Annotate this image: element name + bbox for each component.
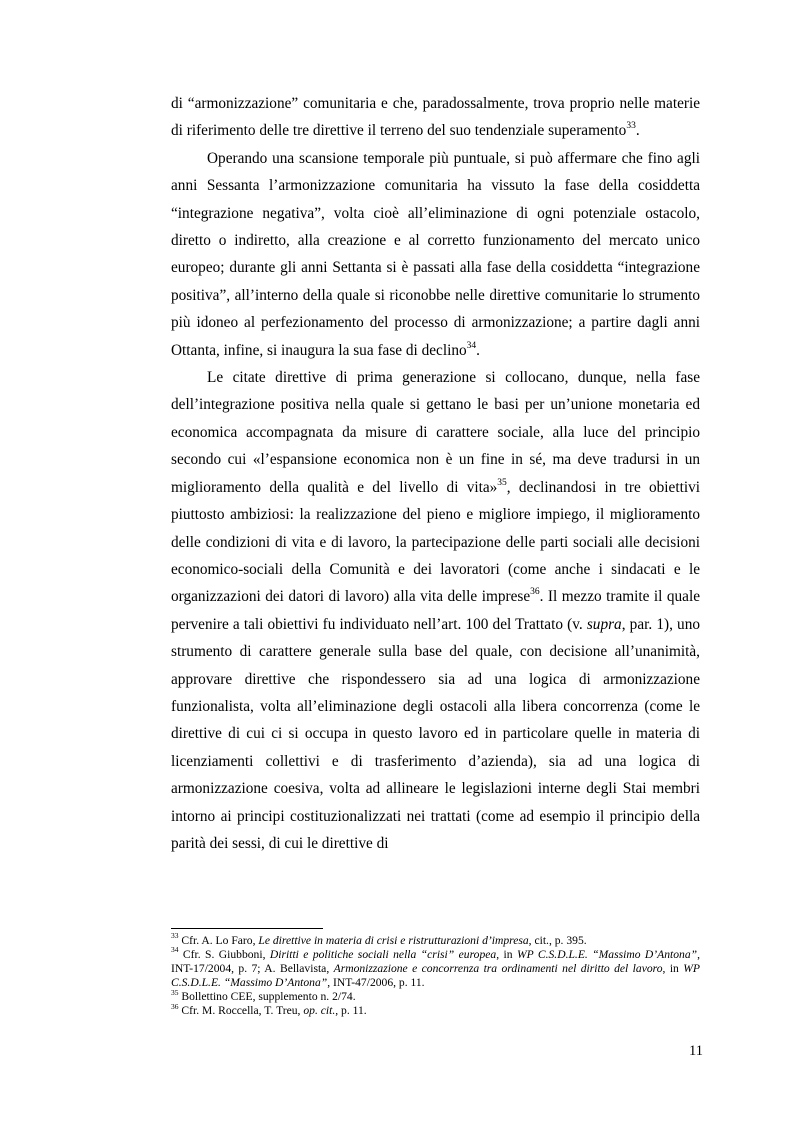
text-run: .	[476, 341, 480, 359]
footnote-number: 36	[171, 1001, 179, 1011]
footnote-34	[171, 945, 701, 990]
italic-text: WP C.S.D.L.E. “Massimo D’Antona”	[516, 948, 698, 962]
paragraph-3	[171, 364, 700, 857]
italic-text: WP C.S.D.L.E. “Massimo D’Antona”	[171, 962, 700, 990]
paragraph-1	[171, 90, 700, 145]
text-run: , declinandosi in tre obiettivi piuttosto ambiziosi: la realizzazione del pieno e migliore impiego, il miglioramento delle condizioni di vita e di lavoro, la partecipazione delle parti sociali alle decisioni economico-sociali della Comunità e dei lavoratori (come anche i sindacati e le organizzazioni dei datori di lavoro) alla vita delle imprese	[171, 478, 700, 606]
text-run: .	[635, 122, 640, 140]
footnote-36	[171, 1001, 700, 1018]
footnote-separator	[171, 928, 323, 929]
text-run: . Il mezzo tramite il quale pervenire a tali obiettivi fu individuato nell’art. 100 del Trattato (v.	[171, 588, 700, 633]
footnote-35	[171, 987, 700, 1004]
paragraph-2	[171, 145, 700, 364]
text-run: Cfr. A. Lo Faro,	[178, 934, 259, 947]
text-run: , cit., p. 395.	[528, 934, 587, 947]
italic-text: Armonizzazione e concorrenza tra ordinamenti nel diritto del lavoro	[333, 962, 663, 976]
footnote-number: 35	[171, 987, 179, 997]
italic-text: op. cit.	[303, 1004, 336, 1018]
text-run: , p. 11.	[335, 1004, 367, 1018]
footnote-number: 33	[171, 931, 179, 941]
text-run: di “armonizzazione” comunitaria e che, paradossalmente, trova proprio nelle materie di riferimento delle tre direttive il terreno del suo tendenziale superamento	[171, 95, 700, 140]
text-run: , in	[496, 948, 517, 962]
body-text	[171, 90, 700, 857]
text-run: , par. 1), uno strumento di carattere generale sulla base del quale, con decisione all’unanimità, approvare direttive che rispondessero sia ad una logica di armonizzazione funzionalista, volta all’eliminazione degli ostacoli alla libera concorrenza (come le direttive di cui ci si occupa in questo lavoro ed in particolare quelle in materia di licenziamenti collettivi e di trasferimento d’azienda), sia ad una logica di armonizzazione coesiva, volta ad allineare le legislazioni interne degli Stai membri intorno ai principi costituzionalizzati nei trattati (come ad esempio il principio della parità dei sessi, di cui le direttive di	[171, 615, 700, 852]
text-run: Operando una scansione temporale più puntuale, si può affermare che fino agli anni Sessanta l’armonizzazione comunitaria ha vissuto la fase della cosiddetta “integrazione negativa”, volta cioè all’eliminazione di ogni potenziale ostacolo, diretto o indiretto, alla creazione e al corretto funzionamento del mercato unico europeo; durante gli anni Settanta si è passati alla fase della cosiddetta “integrazione positiva”, all’interno della quale si riconobbe nelle direttive comunitarie lo strumento più idoneo al perfezionamento del processo di armonizzazione; a partire dagli anni Ottanta, infine, si inaugura la sua fase di declino	[171, 149, 700, 359]
text-run: Cfr. M. Roccella, T. Treu,	[178, 1004, 304, 1018]
text-run: , in	[662, 962, 684, 976]
page-number: 11	[689, 1043, 703, 1059]
italic-text: Diritti e politiche sociali nella “crisi” europea	[269, 948, 497, 962]
footnote-ref-33[interactable]: 33	[626, 121, 636, 132]
text-run: , INT-17/2004, p. 7; A. Bellavista,	[171, 948, 701, 976]
footnote-ref-34[interactable]: 34	[466, 340, 477, 351]
text-run: Cfr. S. Giubboni,	[178, 948, 270, 962]
text-run: Bollettino CEE, supplemento n. 2/74.	[178, 990, 356, 1004]
footnote-33	[171, 931, 700, 948]
italic-text: Le direttive in materia di crisi e ristrutturazioni d’impresa	[258, 934, 529, 947]
footnotes	[171, 931, 701, 1019]
footnote-number: 34	[171, 945, 179, 955]
footnote-ref-36[interactable]: 36	[530, 587, 540, 598]
footnote-ref-35[interactable]: 35	[497, 477, 507, 488]
text-run: Le citate direttive di prima generazione si collocano, dunque, nella fase dell’integrazione positiva nella quale si gettano le basi per un’unione monetaria ed economica accompagnata da misure di carattere sociale, alla luce del principio secondo cui «l’espansione economica non è un fine in sé, ma deve tradursi in un miglioramento della qualità e del livello di vita»	[171, 369, 700, 496]
italic-text: supra	[586, 615, 622, 633]
text-run: , INT-47/2006, p. 11.	[327, 976, 425, 990]
